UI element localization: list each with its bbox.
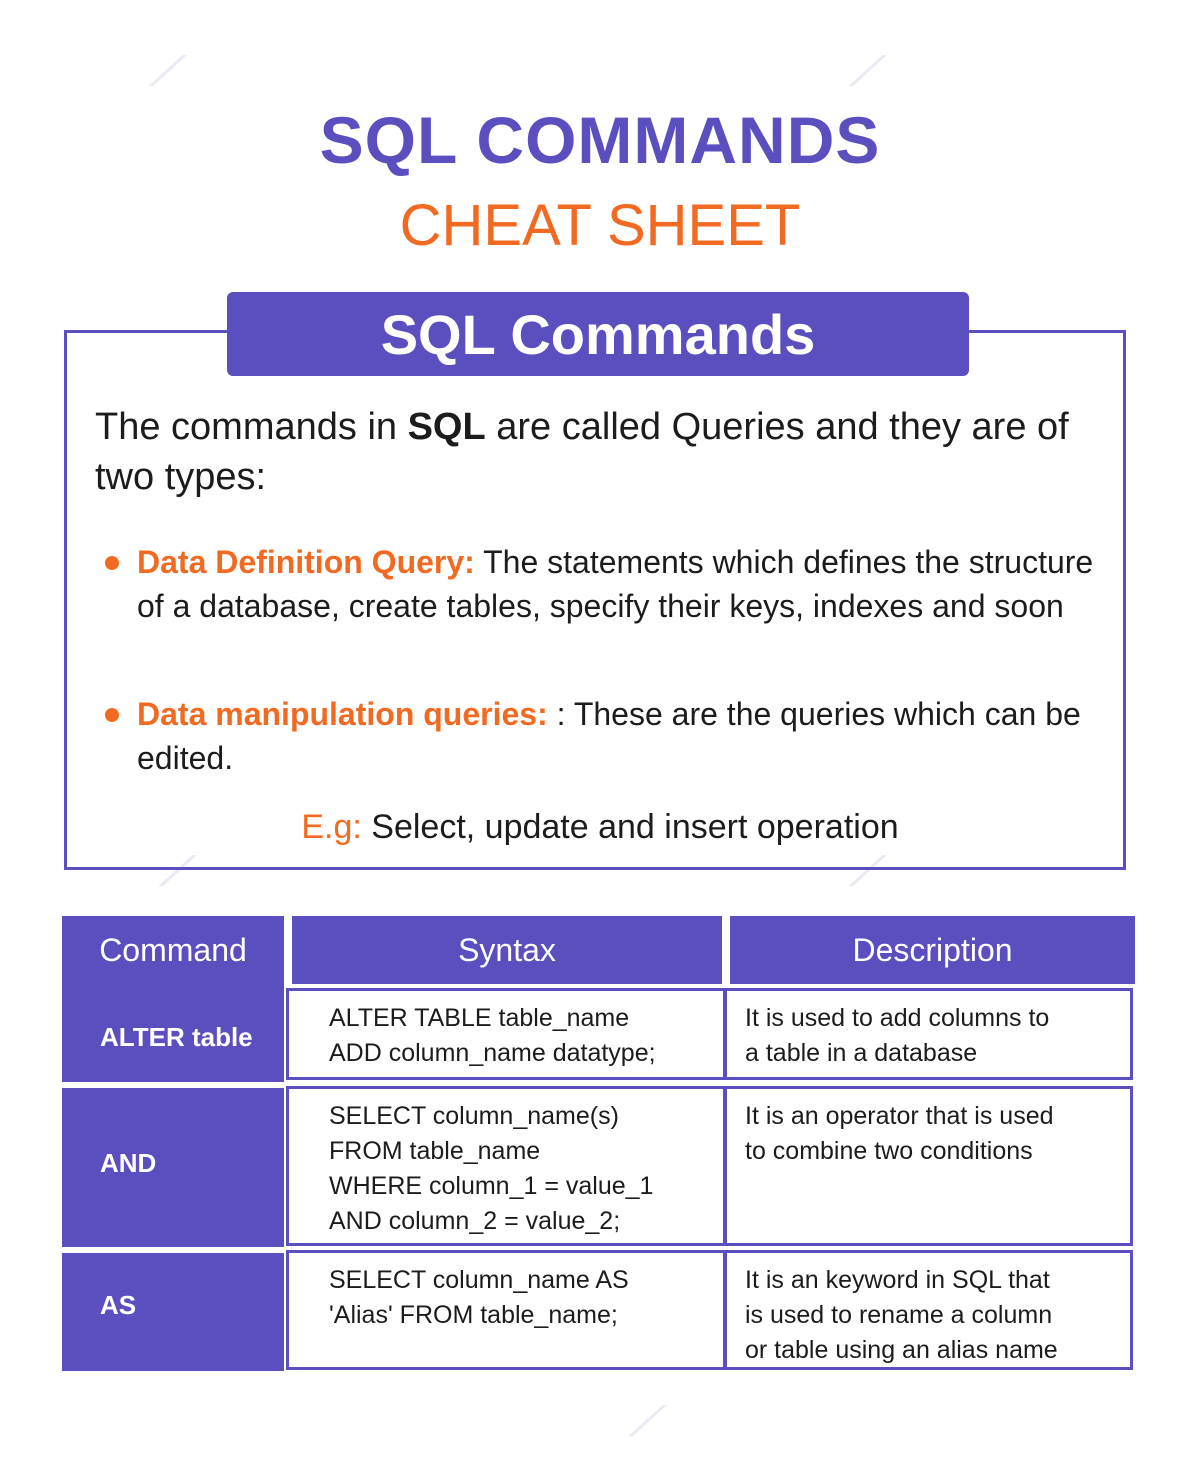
watermark-logo: ⟋ xyxy=(160,850,188,894)
description-line: to combine two conditions xyxy=(745,1137,1033,1165)
syntax-line: FROM table_name xyxy=(329,1137,541,1165)
intro-pre: The commands in xyxy=(95,406,408,448)
page-subtitle: CHEAT SHEET xyxy=(399,193,801,258)
bullet-text: The statements which defines the structure of a database, create tables, specify their keys, indexes and soon xyxy=(137,544,1094,624)
syntax-cell xyxy=(286,1250,726,1370)
intro-post: are called Queries and they are of two types: xyxy=(95,406,1069,498)
intro-bold: SQL xyxy=(407,406,486,448)
watermark-logo: ⟋ xyxy=(630,1400,658,1444)
section-banner: SQL Commands xyxy=(227,292,969,376)
command-cell: ALTER table xyxy=(100,1022,253,1052)
bullet-key: Data manipulation queries: xyxy=(137,696,548,732)
example-key: E.g: xyxy=(301,808,362,846)
watermark-logo: ⟋ xyxy=(850,50,878,94)
command-cell: AND xyxy=(100,1148,157,1178)
bullet-dot-icon xyxy=(105,708,119,722)
bullet-key: Data Definition Query: xyxy=(137,544,475,580)
description-line: It is an keyword in SQL that xyxy=(745,1266,1050,1294)
syntax-cell xyxy=(286,988,726,1080)
bullet-dot-icon xyxy=(105,556,119,570)
commands-table xyxy=(62,916,1135,1371)
watermark-logo: ⟋ xyxy=(850,850,878,894)
example-line xyxy=(0,805,1200,849)
row-divider xyxy=(62,1082,284,1088)
header-description: Description xyxy=(730,916,1135,984)
intro-text xyxy=(95,402,1095,502)
header-syntax: Syntax xyxy=(292,916,722,984)
header-command: Command xyxy=(62,916,284,984)
description-line: a table in a database xyxy=(745,1039,978,1067)
syntax-line: WHERE column_1 = value_1 xyxy=(329,1172,654,1200)
description-line: or table using an alias name xyxy=(745,1336,1058,1364)
syntax-line: ADD column_name datatype; xyxy=(329,1039,656,1067)
example-text: Select, update and insert operation xyxy=(361,808,899,846)
description-cell xyxy=(724,1250,1133,1370)
page-title: SQL COMMANDS xyxy=(319,103,881,177)
description-line: It is used to add columns to xyxy=(745,1004,1050,1032)
bullet-text: : These are the queries which can be edited. xyxy=(137,696,1081,776)
syntax-cell xyxy=(286,1086,726,1246)
syntax-line: SELECT column_name AS xyxy=(329,1266,629,1294)
watermark-logo: ⟋ xyxy=(150,50,178,94)
command-column xyxy=(62,916,284,1371)
syntax-line: ALTER TABLE table_name xyxy=(329,1004,630,1032)
description-cell xyxy=(724,1086,1133,1246)
description-line: It is an operator that is used xyxy=(745,1102,1054,1130)
description-line: is used to rename a column xyxy=(745,1301,1053,1329)
command-cell: AS xyxy=(100,1290,137,1320)
syntax-line: AND column_2 = value_2; xyxy=(329,1207,621,1235)
syntax-line: SELECT column_name(s) xyxy=(329,1102,619,1130)
description-cell xyxy=(724,988,1133,1080)
row-divider xyxy=(62,1247,284,1253)
syntax-line: 'Alias' FROM table_name; xyxy=(329,1301,618,1329)
